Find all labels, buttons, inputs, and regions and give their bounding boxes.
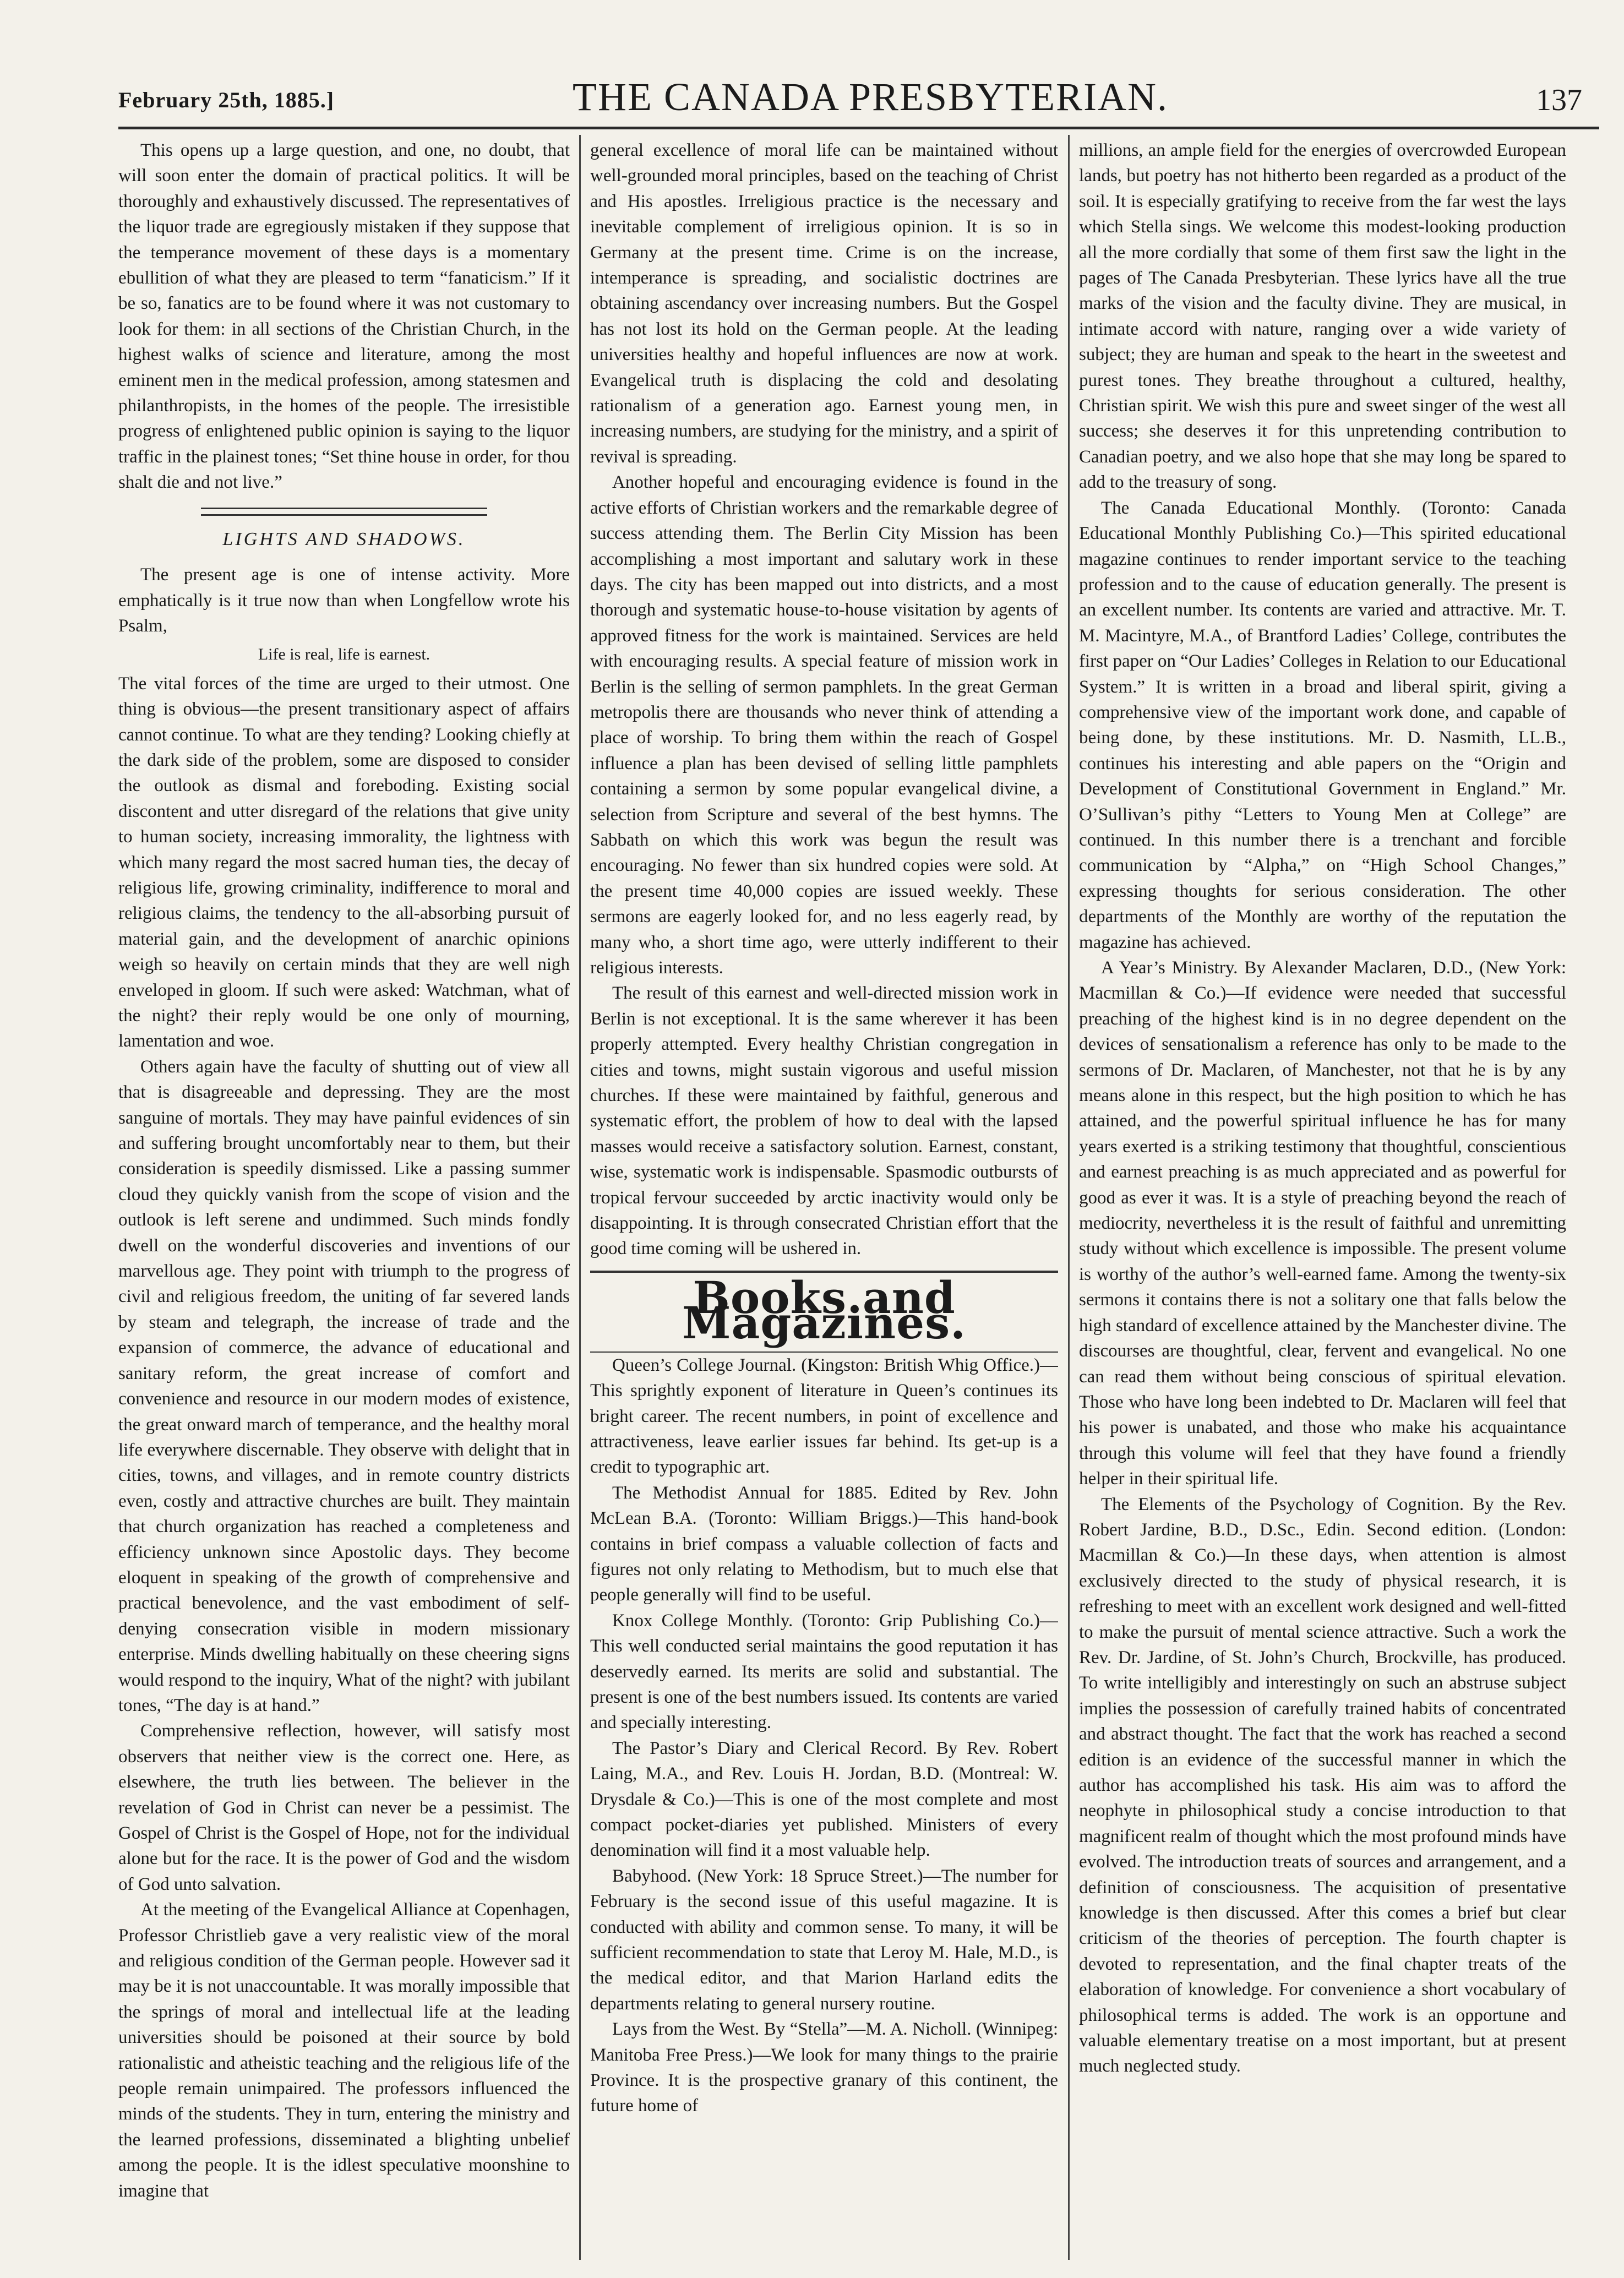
issue-date: February 25th, 1885.] <box>118 88 335 112</box>
article-paragraph: Another hopeful and encouraging evidence is found in the active efforts of Christian workers and the remarkable degree of success attending them. The Berlin City Mission has been accomplishing a most important and salutary work in these days. The city has been mapped out into districts, and a most thorough and systematic house-to-house visitation by agents of approved fitness for the work is maintained. Services are held with encouraging results. A special feature of mission work in Berlin is the selling of sermon pamphlets. In the great German metropolis there are thousands who never think of attending a place of worship. To bring them within the reach of Gospel influence a plan has been devised of selling little pamphlets containing a sermon by some popular evangelical divine, a selection from Scripture and several of the best hymns. The Sabbath on which this work was begun the result was encouraging. No fewer than six hundred copies were sold. At the present time 40,000 copies are issued weekly. These sermons are eagerly looked for, and no less eagerly read, by many who, a short time ago, were utterly indifferent to their religious interests. <box>590 472 1058 978</box>
review-entry: millions, an ample field for the energies of overcrowded European lands, but poetry has not hitherto been regarded as a product of the soil. It is especially gratifying to receive from the far west the lays which Stella sings. We welcome this modest-looking production all the more cordially that some of them first saw the light in the pages of The Canada Presbyterian. These lyrics have all the true marks of the vision and the faculty divine. They are musical, in intimate accord with nature, ranging over a wide variety of subject; they are human and speak to the heart in the sweetest and purest tones. They breathe throughout a cultured, healthy, Christian spirit. We wish this pure and sweet singer of the west all success; she deserves it for this unpretending contribution to Canadian poetry, and we also hope that she may long be spared to add to the treasury of song. <box>1079 140 1566 493</box>
review-entry: Knox College Monthly. (Toronto: Grip Publishing Co.)—This well conducted serial maintains the good reputation it has deservedly earned. Its merits are solid and substantial. The present is one of the best numbers issued. Its contents are varied and specially interesting. <box>590 1610 1058 1733</box>
column-rule <box>1068 135 1070 2260</box>
article-paragraph: This opens up a large question, and one, no doubt, that will soon enter the domain of practical politics. It will be thoroughly and exhaustively discussed. The representatives of the liquor trade are egregiously mistaken if they suppose that the temperance movement of these days is a momentary ebullition of what they are pleased to term “fanaticism.” If it be so, fanatics are to be found where it was not customary to look for them: in all sections of the Christian Church, in the highest walks of science and literature, among the most eminent men in the medical profession, among statesmen and philanthropists, in the homes of the people. The irresistible progress of enlightened public opinion is saying to the liquor traffic in the plainest tones; “Set thine house in order, for thou shalt die and not live.” <box>118 140 570 493</box>
books-section-header <box>590 1271 1058 1353</box>
review-entry: Queen’s College Journal. (Kingston: British Whig Office.)—This sprightly exponent of literature in Queen’s continues its bright career. The recent numbers, in point of excellence and attractiveness, leave earlier issues far behind. Its get-up is a credit to typographic art. <box>590 1355 1058 1478</box>
section-heading: Books and Magazines. <box>682 1271 966 1349</box>
review-entry: The Canada Educational Monthly. (Toronto: Canada Educational Monthly Publishing Co.)—This spirited educational magazine continues to render important service to the teaching profession and to the cause of education generally. The present is an excellent number. Its contents are varied and attractive. Mr. T. M. Macintyre, M.A., of Brantford Ladies’ College, contributes the first paper on “Our Ladies’ Colleges in Relation to our Educational System.” It is written in a broad and liberal spirit, giving a comprehensive view of the important work done, and capable of being done, by these institutions. Mr. D. Nasmith, LL.B., continues his interesting and able papers on the “Origin and Development of Constitutional Government in England.” Mr. O’Sullivan’s pithy “Letters to Young Men at College” are continued. In this number there is a trenchant and forcible communication by “Alpha,” on “High School Changes,” expressing thoughts for serious consideration. The other departments of the Monthly are worthy of the reputation the magazine has achieved. <box>1079 498 1566 952</box>
column-2 <box>590 138 1058 2263</box>
newspaper-title: THE CANADA PRESBYTERIAN. <box>573 75 1169 119</box>
section-divider <box>201 508 487 516</box>
article-heading: LIGHTS AND SHADOWS. <box>222 528 466 549</box>
article-paragraph: The present age is one of intense activity. More emphatically is it true now than when Longfellow wrote his Psalm, <box>118 565 570 636</box>
article-paragraph: Comprehensive reflection, however, will satisfy most observers that neither view is the correct one. Here, as elsewhere, the truth lies between. The believer in the revelation of God in Christ can never be a pessimist. The Gospel of Christ is the Gospel of Hope, not for the individual alone but for the race. It is the power of God and the wisdom of God unto salvation. <box>118 1721 570 1894</box>
review-entry: A Year’s Ministry. By Alexander Maclaren, D.D., (New York: Macmillan & Co.)—If evidence were needed that successful preaching of the highest kind is in no degree dependent on the devices of sensationalism a reference has only to be made to the sermons of Dr. Maclaren, of Manchester, not that he is by any means alone in this respect, but the high position to which he has attained, and the powerful spiritual influence he has for many years exerted is a striking testimony that thoughtful, conscientious and earnest preaching is as much appreciated and as powerful for good as ever it was. It is a style of preaching beyond the reach of mediocrity, nevertheless it is the result of faithful and unremitting study without which excellence is impossible. The present volume is worthy of the author’s well-earned fame. Among the twenty-six sermons it contains there is not a solitary one that falls below the high standard of excellence attained by the Manchester divine. The discourses are thoughtful, clear, fervent and evangelical. No one can read them without being conscious of spiritual elevation. Those who have long been indebted to Dr. Maclaren will feel that his power is unabated, and those who make his acquaintance through this volume will feel that they have found a friendly helper in their spiritual life. <box>1079 958 1566 1489</box>
review-entry: The Pastor’s Diary and Clerical Record. By Rev. Robert Laing, M.A., and Rev. Louis H. Jordan, B.D. (Montreal: W. Drysdale & Co.)—This is one of the most complete and most compact pocket-diaries yet published. Ministers of every denomination will find it a most valuable help. <box>590 1738 1058 1861</box>
article-paragraph: The result of this earnest and well-directed mission work in Berlin is not exceptional. It is the same wherever it has been properly attempted. Every healthy Christian congregation in cities and towns, might sustain vigorous and useful mission churches. If these were maintained by faithful, generous and systematic effort, the problem of how to deal with the lapsed masses would receive a satisfactory solution. Earnest, constant, wise, systematic work is indispensable. Spasmodic outbursts of tropical fervour succeeded by arctic inactivity would only be disappointing. It is through consecrated Christian effort that the good time coming will be ushered in. <box>590 983 1058 1259</box>
masthead <box>0 0 1624 132</box>
column-rule <box>579 135 581 2260</box>
column-1 <box>118 138 570 2254</box>
header-rule <box>118 127 1599 129</box>
review-entry: Babyhood. (New York: 18 Spruce Street.)—The number for February is the second issue of this useful magazine. It is conducted with ability and common sense. To many, it will be sufficient recommendation to state that Leroy M. Hale, M.D., is the medical editor, and that Marion Harland edits the departments relating to general nursery routine. <box>590 1866 1058 2014</box>
page-number: 137 <box>1536 83 1582 117</box>
review-entry: Lays from the West. By “Stella”—M. A. Nicholl. (Winnipeg: Manitoba Free Press.)—We look for many things to the prairie Province. It is the prospective granary of this continent, the future home of <box>590 2019 1058 2116</box>
article-paragraph: Others again have the faculty of shutting out of view all that is disagreeable and depressing. They are the most sanguine of mortals. They may have painful evidences of sin and suffering brought uncomfortably near to them, but their consideration is speedily dismissed. Like a passing summer cloud they quickly vanish from the scope of vision and the outlook is left serene and undimmed. Such minds fondly dwell on the wonderful discoveries and inventions of our marvellous age. They point with triumph to the progress of civil and religious freedom, the uniting of far severed lands by steam and telegraph, the increase of trade and the expansion of commerce, the advance of educational and sanitary reform, the great increase of comfort and convenience and resource in our modern modes of existence, the great onward march of temperance, and the healthy moral life everywhere discernable. They observe with delight that in cities, towns, and villages, and in remote country districts even, costly and attractive churches are built. They maintain that church organization has reached a completeness and efficiency unknown since Apostolic days. They become eloquent in speaking of the growth of comprehensive and practical benevolence, and the vast embodiment of self-denying consecration visible in modern missionary enterprise. Minds dwelling habitually on these cheering signs would respond to the inquiry, What of the night? with jubilant tones, “The day is at hand.” <box>118 1056 570 1715</box>
article-paragraph: general excellence of moral life can be maintained without well-grounded moral principles, based on the teaching of Christ and His apostles. Irreligious practice is the necessary and inevitable complement of irreligious opinion. It is so in Germany at the present time. Crime is on the increase, intemperance is spreading, and socialistic doctrines are obtaining ascendancy over increasing numbers. But the Gospel has not lost its hold on the German people. At the leading universities healthy and hopeful influences are now at work. Evangelical truth is displacing the cold and desolating rationalism of a generation ago. Earnest young men, in increasing numbers, are studying for the ministry, and a spirit of revival is spreading. <box>590 140 1058 467</box>
article-paragraph: The vital forces of the time are urged to their utmost. One thing is obvious—the present transitionary aspect of affairs cannot continue. To what are they tending? Looking chiefly at the dark side of the problem, some are disposed to consider the outlook as dismal and foreboding. Existing social discontent and utter disregard of the relations that give unity to human society, increasing immorality, the lightness with which many regard the most sacred human ties, the decay of religious life, growing criminality, indifference to moral and religious claims, the tendency to the all-absorbing pursuit of material gain, and the development of anarchic opinions weigh so heavily on certain minds that they are well nigh enveloped in gloom. If such were asked: Watchman, what of the night? their reply would be one only of mourning, lamentation and woe. <box>118 673 570 1051</box>
column-3 <box>1079 138 1566 2254</box>
review-entry: The Elements of the Psychology of Cognition. By the Rev. Robert Jardine, B.D., D.Sc., Edin. Second edition. (London: Macmillan & Co.)—In these days, when attention is almost exclusively directed to the study of physical research, it is refreshing to meet with an excellent work designed and well-fitted to make the pursuit of mental science attractive. Such a work the Rev. Dr. Jardine, of St. John’s Church, Brockville, has produced. To write intelligibly and interestingly on such an abstruse subject implies the possession of carefully trained habits of concentrated and abstract thought. The fact that the work has reached a second edition is an evidence of the successful manner in which the author has accomplished his task. His aim was to afford the neophyte in philosophical study a concise introduction to that magnificent realm of thought which the most profound minds have evolved. The introduction treats of sources and arrangement, and a definition of consciousness. The acquisition of presentative knowledge is then discussed. After this comes a brief but clear criticism of the theories of perception. The fourth chapter is devoted to representation, and the final chapter treats of the elaboration of knowledge. For convenience a short vocabulary of philosophical terms is added. The work is an opportune and valuable elementary treatise on a most important, but at present much neglected study. <box>1079 1494 1566 2077</box>
verse-quote: Life is real, life is earnest. <box>258 645 430 664</box>
article-paragraph: At the meeting of the Evangelical Alliance at Copenhagen, Professor Christlieb gave a very realistic view of the moral and religious condition of the German people. However sad it may be it is not unaccountable. It was morally impossible that the springs of moral and intellectual life at the leading universities should be poisoned at their source by bold rationalistic and atheistic teaching and the religious life of the people remain unimpaired. The professors influenced the minds of the students. They in turn, entering the ministry and the learned professions, disseminated a blighting unbelief among the people. It is the idlest speculative moonshine to imagine that <box>118 1900 570 2201</box>
review-entry: The Methodist Annual for 1885. Edited by Rev. John McLean B.A. (Toronto: William Briggs.)—This hand-book contains in brief compass a valuable collection of facts and figures not only relating to Methodism, but to much else that people generally will find to be useful. <box>590 1483 1058 1605</box>
